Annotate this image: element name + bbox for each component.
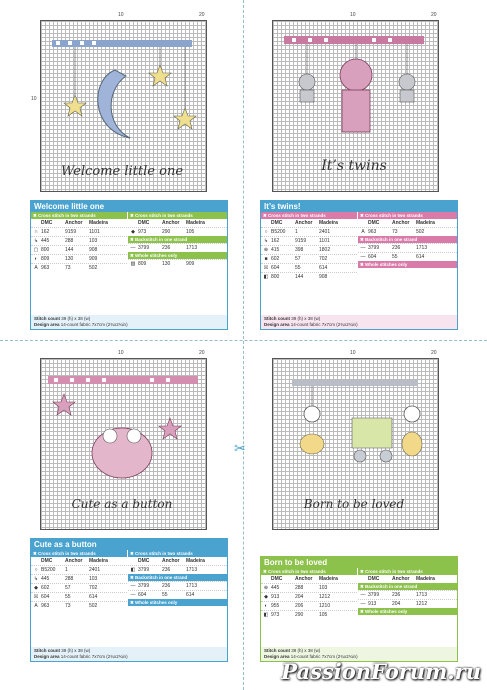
col-madeira: Madeira xyxy=(89,558,108,564)
band-backstitch-label: Backstitch in one strand xyxy=(135,237,188,242)
col-dmc: DMC xyxy=(271,576,283,582)
thread-symbol-icon: ↳ xyxy=(33,576,39,582)
thread-symbol-icon: ☒ xyxy=(263,265,269,271)
dmc-value: 800 xyxy=(41,247,50,253)
dmc-value: 913 xyxy=(271,594,280,600)
dmc-value: 445 xyxy=(271,585,280,591)
anchor-value: 73 xyxy=(392,229,398,235)
band-whole: ✖ Whole stitches only xyxy=(128,599,227,606)
thread-symbol-icon: ◐ xyxy=(264,603,268,609)
madeira-value: 908 xyxy=(319,274,328,280)
col-anchor: Anchor xyxy=(295,576,313,582)
stitch-count-label: Stitch count xyxy=(264,648,290,653)
col-anchor: Anchor xyxy=(162,558,180,564)
dmc-value: 162 xyxy=(271,238,280,244)
anchor-value: 236 xyxy=(162,245,171,251)
anchor-value: 57 xyxy=(65,585,71,591)
band-whole-label: Whole stitches only xyxy=(365,609,408,614)
anchor-value: 73 xyxy=(65,603,71,609)
thread-row xyxy=(31,592,127,601)
thread-row xyxy=(31,254,127,263)
thread-row xyxy=(261,601,357,610)
madeira-value: 1713 xyxy=(186,245,198,251)
anchor-value: 130 xyxy=(65,256,74,262)
thread-row xyxy=(128,590,227,599)
dmc-value: 604 xyxy=(271,265,280,271)
thread-row xyxy=(261,263,357,272)
col-dmc: DMC xyxy=(271,220,283,226)
thread-row xyxy=(31,574,127,583)
stitch-count-value: 39 (h) x 38 (w) xyxy=(291,316,321,321)
thread-symbol-icon: ▨ xyxy=(130,261,136,267)
madeira-value: 103 xyxy=(89,238,98,244)
band-whole: ✖ Whole stitches only xyxy=(128,252,227,259)
tick-top-10: 10 xyxy=(118,350,124,356)
dmc-value: 955 xyxy=(271,603,280,609)
col-dmc: DMC xyxy=(138,220,150,226)
thread-symbol-icon: A xyxy=(34,603,38,609)
col-dmc: DMC xyxy=(41,558,53,564)
band-whole-label: Whole stitches only xyxy=(135,253,178,258)
thread-row xyxy=(31,236,127,245)
col-madeira: Madeira xyxy=(186,558,205,564)
anchor-value: 236 xyxy=(392,245,401,251)
band-cross-left: ✖ Cross stitch in two strands xyxy=(261,568,357,575)
thread-symbol-icon: — xyxy=(130,245,136,251)
madeira-value: 614 xyxy=(416,254,425,260)
thread-row xyxy=(31,601,127,610)
madeira-value: 2401 xyxy=(89,567,101,573)
madeira-value: 1802 xyxy=(319,247,331,253)
thread-symbol-icon: ⊕ xyxy=(263,247,269,253)
design-area-label: Design area xyxy=(264,654,290,659)
madeira-value: 1212 xyxy=(416,601,428,607)
design-area-label: Design area xyxy=(264,322,290,327)
dmc-value: 445 xyxy=(41,238,50,244)
band-backstitch: ✖ Backstitch in one strand xyxy=(128,236,227,243)
madeira-value: 702 xyxy=(319,256,328,262)
dmc-value: 963 xyxy=(41,603,50,609)
key-card-welcome xyxy=(30,200,228,330)
thread-symbol-icon: ◐ xyxy=(34,256,38,262)
madeira-value: 103 xyxy=(89,576,98,582)
band-backstitch-label: Backstitch in one strand xyxy=(365,237,418,242)
anchor-value: 144 xyxy=(295,274,304,280)
madeira-value: 1101 xyxy=(319,238,330,244)
stitch-count-label: Stitch count xyxy=(34,316,60,321)
thread-row xyxy=(261,583,357,592)
madeira-value: 1713 xyxy=(416,245,428,251)
thread-row xyxy=(31,245,127,254)
dmc-value: 604 xyxy=(41,594,50,600)
anchor-value: 204 xyxy=(392,601,401,607)
thread-symbol-icon: — xyxy=(130,592,136,598)
thread-symbol-icon: — xyxy=(360,245,366,251)
band-backstitch: ✖ Backstitch in one strand xyxy=(128,574,227,581)
madeira-value: 103 xyxy=(319,585,328,591)
tick-top-20: 20 xyxy=(199,350,205,356)
dmc-value: B5200 xyxy=(41,567,56,573)
dmc-value: 3799 xyxy=(368,245,380,251)
madeira-value: 614 xyxy=(319,265,328,271)
thread-symbol-icon: ◧ xyxy=(130,567,136,573)
thread-row xyxy=(261,592,357,601)
dmc-value: 604 xyxy=(368,254,377,260)
dmc-value: 415 xyxy=(271,247,280,253)
anchor-value: 288 xyxy=(295,585,304,591)
key-footer-welcome xyxy=(31,315,227,329)
dmc-value: 3799 xyxy=(138,567,150,573)
thread-symbol-icon: ↳ xyxy=(263,238,269,244)
thread-row xyxy=(128,243,227,252)
watermark: PassionForum.ru xyxy=(281,659,481,684)
anchor-value: 288 xyxy=(65,576,74,582)
band-whole: ✖ Whole stitches only xyxy=(358,608,457,615)
thread-row xyxy=(31,565,127,574)
stitch-count-value: 39 (h) x 38 (w) xyxy=(291,648,321,653)
motif-twins xyxy=(272,20,437,190)
band-cross-left: ✖ Cross stitch in two strands xyxy=(31,550,127,557)
madeira-value: 1101 xyxy=(89,229,100,235)
dmc-value: 963 xyxy=(368,229,377,235)
anchor-value: 9159 xyxy=(65,229,77,235)
dmc-value: 973 xyxy=(271,612,280,618)
dmc-value: 602 xyxy=(41,585,50,591)
anchor-value: 236 xyxy=(162,583,171,589)
design-area-value: 14-count fabric 7x7cm (2¾x2¾in) xyxy=(60,654,128,659)
thread-row xyxy=(128,565,227,574)
chart-text-twins: It’s twins xyxy=(321,158,387,174)
madeira-value: 1212 xyxy=(319,594,331,600)
dmc-value: 602 xyxy=(271,256,280,262)
anchor-value: 236 xyxy=(392,592,401,598)
madeira-value: 614 xyxy=(89,594,98,600)
thread-row xyxy=(128,259,227,268)
thread-symbol-icon: — xyxy=(130,583,136,589)
col-madeira: Madeira xyxy=(416,576,435,582)
stitch-count-value: 39 (h) x 38 (w) xyxy=(61,648,91,653)
cut-line-horizontal xyxy=(0,340,487,341)
dmc-value: 963 xyxy=(41,265,50,271)
thread-symbol-icon: ◆ xyxy=(264,594,268,600)
band-backstitch-label: Backstitch in one strand xyxy=(135,575,188,580)
thread-row xyxy=(358,599,457,608)
madeira-value: 502 xyxy=(89,603,98,609)
col-madeira: Madeira xyxy=(319,220,338,226)
anchor-value: 206 xyxy=(295,603,304,609)
dmc-value: 3799 xyxy=(138,583,150,589)
thread-symbol-icon: ▢ xyxy=(33,247,39,253)
design-area-value: 14-count fabric 7x7cm (2¾x2¾in) xyxy=(60,322,128,327)
col-anchor: Anchor xyxy=(65,220,83,226)
thread-row xyxy=(31,227,127,236)
design-area-value: 14-count fabric 7x7cm (2¾x2¾in) xyxy=(290,654,358,659)
stitch-count-label: Stitch count xyxy=(34,648,60,653)
thread-symbol-icon: ◆ xyxy=(34,585,38,591)
band-cross-left: ✖ Cross stitch in two strands xyxy=(261,212,357,219)
thread-row xyxy=(261,610,357,619)
design-area-value: 14-count fabric 7x7cm (2¾x2¾in) xyxy=(290,322,358,327)
key-card-cute xyxy=(30,538,228,662)
anchor-value: 288 xyxy=(65,238,74,244)
dmc-value: 809 xyxy=(41,256,50,262)
thread-symbol-icon: ◧ xyxy=(263,274,269,280)
thread-row xyxy=(358,590,457,599)
anchor-value: 73 xyxy=(65,265,71,271)
band-cross-left: ✖ Cross stitch in two strands xyxy=(31,212,127,219)
anchor-value: 55 xyxy=(65,594,71,600)
chart-text-welcome: Welcome little one xyxy=(60,164,184,179)
key-title-cute: Cute as a button xyxy=(30,538,228,549)
band-backstitch-label: Backstitch in one strand xyxy=(365,584,418,589)
madeira-value: 105 xyxy=(319,612,328,618)
tick-top-20: 20 xyxy=(431,12,437,18)
col-dmc: DMC xyxy=(368,576,380,582)
madeira-value: 1210 xyxy=(319,603,331,609)
dmc-value: 445 xyxy=(41,576,50,582)
motif-cute xyxy=(40,358,205,528)
thread-row xyxy=(261,254,357,263)
thread-row xyxy=(128,227,227,236)
madeira-value: 1713 xyxy=(186,567,198,573)
anchor-value: 290 xyxy=(162,229,171,235)
band-backstitch: ✖ Backstitch in one strand xyxy=(358,583,457,590)
anchor-value: 1 xyxy=(65,567,68,573)
thread-symbol-icon: — xyxy=(360,254,366,260)
dmc-value: 800 xyxy=(271,274,280,280)
band-cross-right: ✖ Cross stitch in two strands xyxy=(128,550,227,557)
band-whole-label: Whole stitches only xyxy=(365,262,408,267)
scissors-icon: ✂ xyxy=(234,440,246,456)
dmc-value: B5200 xyxy=(271,229,286,235)
stitch-count-value: 39 (h) x 38 (w) xyxy=(61,316,91,321)
thread-symbol-icon: ◆ xyxy=(131,229,135,235)
madeira-value: 1713 xyxy=(186,583,198,589)
thread-symbol-icon: ○ xyxy=(34,567,38,573)
col-dmc: DMC xyxy=(41,220,53,226)
chart-text-cute: Cute as a button xyxy=(71,497,173,511)
dmc-value: 3799 xyxy=(138,245,150,251)
dmc-value: 604 xyxy=(138,592,147,598)
thread-row xyxy=(358,252,457,261)
dmc-value: 809 xyxy=(138,261,147,267)
stitch-count-label: Stitch count xyxy=(264,316,290,321)
anchor-value: 1 xyxy=(295,229,298,235)
madeira-value: 502 xyxy=(416,229,425,235)
band-whole-label: Whole stitches only xyxy=(135,600,178,605)
col-madeira: Madeira xyxy=(186,220,205,226)
thread-symbol-icon: A xyxy=(34,265,38,271)
thread-row xyxy=(358,243,457,252)
thread-symbol-icon: ☒ xyxy=(33,594,39,600)
col-anchor: Anchor xyxy=(392,576,410,582)
key-card-twins xyxy=(260,200,458,330)
dmc-value: 973 xyxy=(138,229,147,235)
cut-line-vertical xyxy=(243,0,244,690)
band-cross-right: ✖ Cross stitch in two strands xyxy=(128,212,227,219)
anchor-value: 204 xyxy=(295,594,304,600)
anchor-value: 290 xyxy=(295,612,304,618)
key-footer-twins xyxy=(261,315,457,329)
design-area-label: Design area xyxy=(34,654,60,659)
anchor-value: 130 xyxy=(162,261,171,267)
col-anchor: Anchor xyxy=(65,558,83,564)
key-card-born xyxy=(260,556,458,662)
col-madeira: Madeira xyxy=(416,220,435,226)
madeira-value: 502 xyxy=(89,265,98,271)
tick-top-20: 20 xyxy=(431,350,437,356)
tick-top-10: 10 xyxy=(118,12,124,18)
thread-row xyxy=(261,272,357,281)
anchor-value: 55 xyxy=(295,265,301,271)
madeira-value: 909 xyxy=(186,261,195,267)
anchor-value: 57 xyxy=(295,256,301,262)
thread-row xyxy=(358,227,457,236)
thread-row xyxy=(261,236,357,245)
design-area-label: Design area xyxy=(34,322,60,327)
thread-symbol-icon: — xyxy=(360,601,366,607)
tick-top-10: 10 xyxy=(350,12,356,18)
dmc-value: 162 xyxy=(41,229,50,235)
madeira-value: 908 xyxy=(89,247,98,253)
thread-row xyxy=(31,263,127,272)
key-footer-cute xyxy=(31,647,227,661)
thread-symbol-icon: ∩ xyxy=(34,229,38,235)
anchor-value: 55 xyxy=(392,254,398,260)
anchor-value: 236 xyxy=(162,567,171,573)
dmc-value: 913 xyxy=(368,601,377,607)
col-anchor: Anchor xyxy=(295,220,313,226)
thread-symbol-icon: ○ xyxy=(264,229,268,235)
thread-row xyxy=(261,245,357,254)
anchor-value: 144 xyxy=(65,247,74,253)
motif-born xyxy=(272,358,437,528)
band-cross-right: ✖ Cross stitch in two strands xyxy=(358,568,457,575)
col-madeira: Madeira xyxy=(89,220,108,226)
anchor-value: 55 xyxy=(162,592,168,598)
col-madeira: Madeira xyxy=(319,576,338,582)
thread-row xyxy=(261,227,357,236)
band-cross-right: ✖ Cross stitch in two strands xyxy=(358,212,457,219)
tick-top-20: 20 xyxy=(199,12,205,18)
key-title-born: Born to be loved xyxy=(260,556,458,567)
tick-top-10: 10 xyxy=(350,350,356,356)
anchor-value: 398 xyxy=(295,247,304,253)
band-backstitch: ✖ Backstitch in one strand xyxy=(358,236,457,243)
madeira-value: 909 xyxy=(89,256,98,262)
thread-symbol-icon: ■ xyxy=(264,256,268,262)
col-dmc: DMC xyxy=(368,220,380,226)
motif-welcome xyxy=(40,20,205,190)
key-title-welcome: Welcome little one xyxy=(30,200,228,211)
thread-symbol-icon: ↳ xyxy=(33,238,39,244)
dmc-value: 3799 xyxy=(368,592,380,598)
col-anchor: Anchor xyxy=(162,220,180,226)
madeira-value: 105 xyxy=(186,229,195,235)
band-whole: ✖ Whole stitches only xyxy=(358,261,457,268)
chart-text-born: Born to be loved xyxy=(303,497,405,511)
key-title-twins: It’s twins! xyxy=(260,200,458,211)
col-anchor: Anchor xyxy=(392,220,410,226)
col-dmc: DMC xyxy=(138,558,150,564)
thread-row xyxy=(128,581,227,590)
thread-row xyxy=(31,583,127,592)
madeira-value: 702 xyxy=(89,585,98,591)
madeira-value: 1713 xyxy=(416,592,428,598)
thread-symbol-icon: — xyxy=(360,592,366,598)
madeira-value: 614 xyxy=(186,592,195,598)
thread-symbol-icon: ⊕ xyxy=(263,585,269,591)
anchor-value: 9159 xyxy=(295,238,307,244)
thread-symbol-icon: A xyxy=(361,229,365,235)
thread-symbol-icon: ◧ xyxy=(263,612,269,618)
tick-left-10: 10 xyxy=(31,96,37,102)
madeira-value: 2401 xyxy=(319,229,331,235)
